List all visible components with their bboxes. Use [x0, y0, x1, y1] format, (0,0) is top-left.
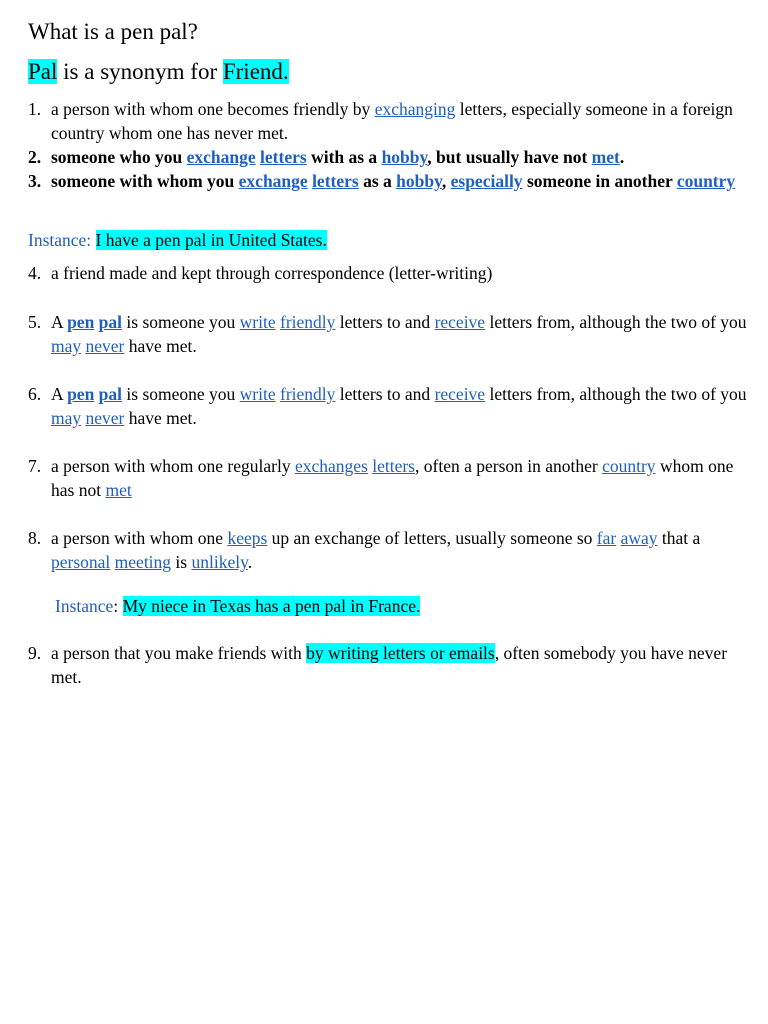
definition-text: as a	[358, 171, 397, 191]
definition-number: 3.	[28, 171, 42, 191]
definition-number: 4.	[28, 263, 42, 283]
definition-number: 9.	[28, 643, 42, 663]
link-may[interactable]: may	[51, 408, 82, 428]
definition-2	[28, 145, 748, 169]
instance-separator	[91, 230, 95, 250]
link-may[interactable]: may	[51, 336, 82, 356]
definition-text: A	[51, 384, 68, 404]
word-pal-highlight: Pal	[28, 59, 58, 84]
definition-text: have met.	[124, 408, 197, 428]
link-pen[interactable]: pen	[67, 312, 95, 332]
link-letters[interactable]: letters	[312, 171, 359, 191]
definition-text: , often somebody you have never met.	[51, 643, 728, 687]
definition-9	[28, 641, 748, 689]
definition-text: ,	[441, 171, 451, 191]
definition-number: 6.	[28, 384, 42, 404]
link-exchanges[interactable]: exchanges	[294, 456, 368, 476]
definition-text: a person with whom one	[51, 528, 228, 548]
definition-number: 2.	[28, 147, 42, 167]
synonym-text: is a synonym for	[57, 59, 223, 84]
definition-text: a person that you make friends with	[51, 643, 307, 663]
link-friendly[interactable]: friendly	[280, 384, 336, 404]
link-keeps[interactable]: keeps	[227, 528, 268, 548]
document-title: What is a pen pal?	[28, 19, 198, 44]
instance-label: Instance	[55, 596, 114, 616]
definition-text: up an exchange of letters, usually someone so	[267, 528, 597, 548]
instance-label: Instance:	[28, 230, 92, 250]
definition-text: someone in another	[522, 171, 677, 191]
definition-text: whom one has not	[51, 456, 734, 500]
definition-text: letters from, although the two of you	[485, 312, 747, 332]
link-hobby[interactable]: hobby	[396, 171, 442, 191]
link-never[interactable]: never	[85, 408, 125, 428]
link-pal[interactable]: pal	[98, 384, 123, 404]
link-met[interactable]: met	[591, 147, 620, 167]
instance-text-highlight: I have a pen pal in United States.	[95, 230, 327, 250]
instance-example-2	[55, 594, 420, 618]
definition-5	[28, 310, 748, 358]
link-away[interactable]: away	[620, 528, 658, 548]
link-never[interactable]: never	[85, 336, 125, 356]
definition-text: , often a person in another	[415, 456, 603, 476]
definition-7	[28, 454, 748, 502]
link-especially[interactable]: especially	[450, 171, 523, 191]
link-personal[interactable]: personal	[51, 552, 111, 572]
definition-6	[28, 382, 748, 430]
link-exchanging[interactable]: exchanging	[374, 99, 456, 119]
instance-text-highlight: My niece in Texas has a pen pal in France.	[122, 596, 421, 616]
link-pen[interactable]: pen	[67, 384, 95, 404]
definition-text: someone who you	[51, 147, 187, 167]
definition-number: 8.	[28, 528, 42, 548]
definition-text: is someone you	[122, 384, 240, 404]
definition-4	[28, 261, 748, 285]
link-far[interactable]: far	[596, 528, 617, 548]
definition-text: that a	[657, 528, 701, 548]
definition-text: a friend made and kept through correspondence (letter-writing)	[51, 263, 493, 283]
link-unlikely[interactable]: unlikely	[191, 552, 248, 572]
definition-text: with as a	[306, 147, 382, 167]
link-meeting[interactable]: meeting	[114, 552, 172, 572]
definition-text: letters, especially someone in a foreign country whom one has never met.	[51, 99, 733, 143]
definition-1	[28, 97, 748, 145]
link-met[interactable]: met	[105, 480, 132, 500]
link-country[interactable]: country	[602, 456, 656, 476]
definition-text: a person with whom one regularly	[51, 456, 295, 476]
definition-text: letters to and	[335, 312, 435, 332]
definition-text: is	[171, 552, 192, 572]
word-friend-highlight: Friend.	[222, 59, 289, 84]
link-pal[interactable]: pal	[98, 312, 123, 332]
instance-example-1	[28, 228, 327, 252]
definition-text: have met.	[124, 336, 197, 356]
link-exchange[interactable]: exchange	[238, 171, 308, 191]
link-hobby[interactable]: hobby	[381, 147, 428, 167]
definition-text: .	[619, 147, 625, 167]
definition-text: someone with whom you	[51, 171, 239, 191]
instance-separator: :	[113, 596, 123, 616]
definition-number: 7.	[28, 456, 42, 476]
definition-text: is someone you	[122, 312, 240, 332]
link-letters[interactable]: letters	[260, 147, 307, 167]
definition-8	[28, 526, 748, 574]
definition-text: letters from, although the two of you	[485, 384, 747, 404]
definition-text: , but usually have not	[427, 147, 592, 167]
definition-number: 5.	[28, 312, 42, 332]
link-write[interactable]: write	[239, 312, 276, 332]
link-friendly[interactable]: friendly	[280, 312, 336, 332]
definition-text: letters to and	[335, 384, 435, 404]
link-receive[interactable]: receive	[434, 312, 486, 332]
synonym-line	[28, 58, 289, 86]
link-country[interactable]: country	[676, 171, 736, 191]
link-receive[interactable]: receive	[434, 384, 486, 404]
link-write[interactable]: write	[239, 384, 276, 404]
definition-text: .	[247, 552, 253, 572]
link-exchange[interactable]: exchange	[186, 147, 256, 167]
definition-3	[28, 169, 748, 193]
link-letters[interactable]: letters	[372, 456, 415, 476]
highlighted-phrase: by writing letters or emails	[306, 643, 495, 663]
definition-text: a person with whom one becomes friendly by	[51, 99, 375, 119]
definition-text: A	[51, 312, 68, 332]
definition-number: 1.	[28, 99, 42, 119]
